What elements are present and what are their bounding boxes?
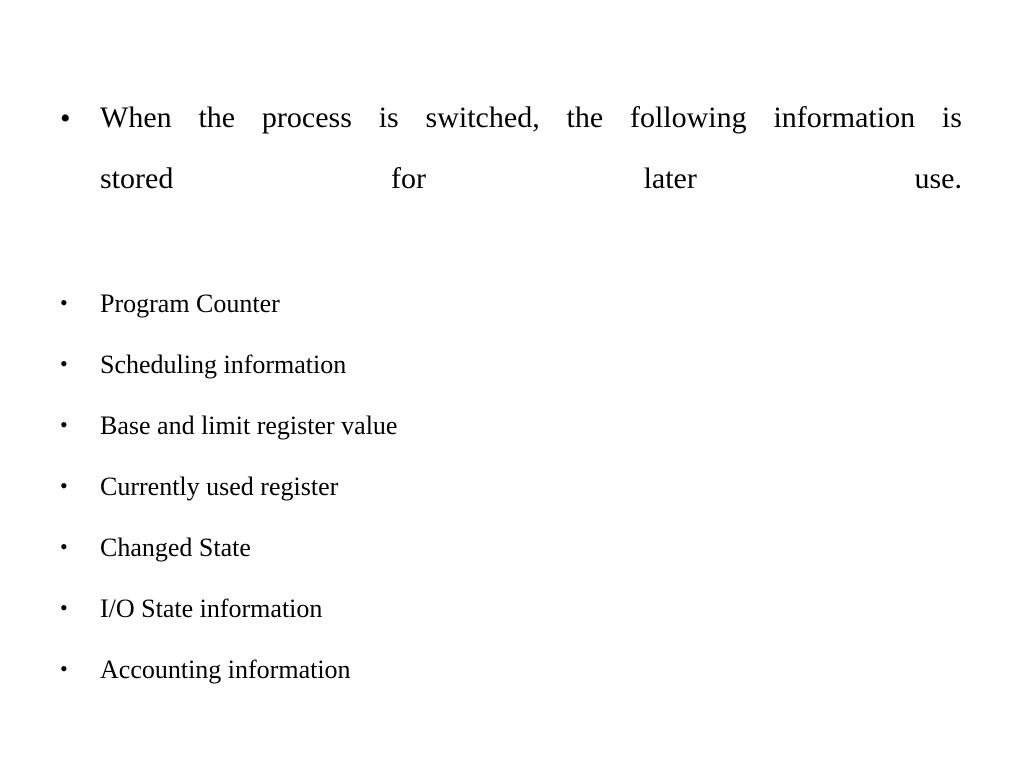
word: following xyxy=(629,101,747,134)
bullet-dot: • xyxy=(60,351,68,376)
word: for xyxy=(390,162,426,195)
list-item xyxy=(0,655,1024,695)
word: When xyxy=(100,101,172,134)
main-bullet-dot: • xyxy=(60,102,71,135)
word: is xyxy=(378,101,399,134)
bullet-dot: • xyxy=(60,595,68,620)
list-item xyxy=(0,350,1024,390)
list-item xyxy=(0,533,1024,573)
main-bullet-line-1 xyxy=(100,103,962,133)
list-item-text: I/O State information xyxy=(100,594,323,623)
word: stored xyxy=(100,162,174,195)
bullet-dot: • xyxy=(60,534,68,559)
list-item xyxy=(0,411,1024,451)
word: process xyxy=(261,101,352,134)
bullet-dot: • xyxy=(60,656,68,681)
bullet-dot: • xyxy=(60,473,68,498)
word: is xyxy=(941,101,962,134)
word: use. xyxy=(914,162,962,195)
list-item-text: Base and limit register value xyxy=(100,411,398,440)
list-item-text: Currently used register xyxy=(100,472,339,501)
bullet-dot: • xyxy=(60,412,68,437)
bullet-dot: • xyxy=(60,290,68,315)
word: later xyxy=(643,162,697,195)
list-item-text: Accounting information xyxy=(100,655,351,684)
word: switched, xyxy=(425,101,540,134)
list-item-text: Program Counter xyxy=(100,289,280,318)
list-item xyxy=(0,289,1024,329)
list-item-text: Scheduling information xyxy=(100,350,347,379)
list-item xyxy=(0,594,1024,634)
list-item-text: Changed State xyxy=(100,533,251,562)
main-bullet-line-2 xyxy=(100,164,962,194)
word: the xyxy=(566,101,604,134)
list-item xyxy=(0,472,1024,512)
word: information xyxy=(773,101,916,134)
word: the xyxy=(198,101,236,134)
